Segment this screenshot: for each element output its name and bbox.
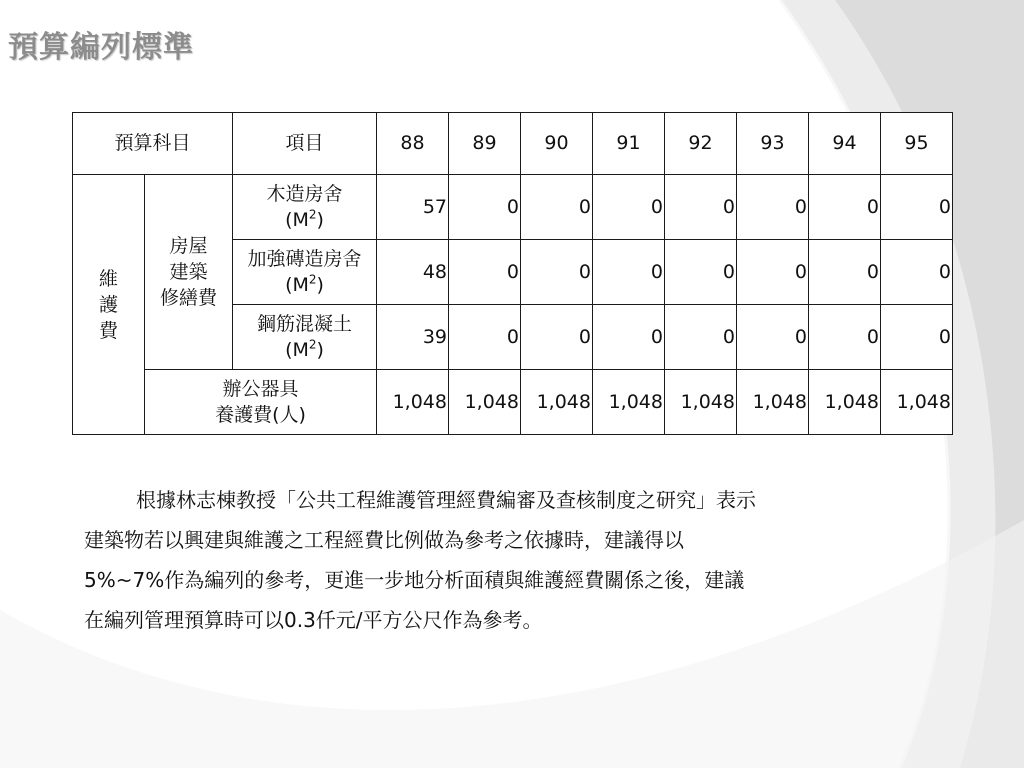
slide-title: 預算編列標準 <box>8 30 194 65</box>
value-cell: 0 <box>521 305 593 370</box>
value-cell: 1,048 <box>377 370 449 435</box>
header-year: 92 <box>665 113 737 175</box>
value-cell: 0 <box>737 305 809 370</box>
value-cell: 0 <box>449 175 521 240</box>
value-cell: 1,048 <box>593 370 665 435</box>
header-year: 93 <box>737 113 809 175</box>
value-cell: 57 <box>377 175 449 240</box>
value-cell: 0 <box>521 175 593 240</box>
table-row <box>73 175 953 240</box>
value-cell: 1,048 <box>737 370 809 435</box>
value-cell: 0 <box>665 305 737 370</box>
value-cell: 0 <box>809 240 881 305</box>
maintenance-fee-group-cell <box>73 175 145 435</box>
header-budget-subject: 預算科目 <box>73 113 233 175</box>
unit-label: $(M^2)$ <box>285 207 324 231</box>
header-year: 95 <box>881 113 953 175</box>
paragraph-line: 5%~7%作為編列的參考，更進一步地分析面積與維護經費關係之後，建議 <box>84 568 745 592</box>
table-header-row <box>73 113 953 175</box>
maintenance-fee-label: 維 護 費 <box>98 267 118 342</box>
value-cell: 0 <box>809 305 881 370</box>
budget-table <box>72 112 953 435</box>
unit-label: $(M^2)$ <box>285 337 324 361</box>
item-cell: 鋼筋混凝土 $(M^2)$ <box>233 305 377 370</box>
paragraph-line: 建築物若以興建與維護之工程經費比例做為參考之依據時，建議得以 <box>84 528 684 552</box>
value-cell: 0 <box>881 305 953 370</box>
value-cell: 0 <box>449 305 521 370</box>
header-year: 94 <box>809 113 881 175</box>
header-item: 項目 <box>233 113 377 175</box>
value-cell: 1,048 <box>449 370 521 435</box>
value-cell: 0 <box>521 240 593 305</box>
value-cell: 0 <box>881 175 953 240</box>
building-repair-group-cell <box>145 175 233 370</box>
item-cell: 加強磚造房舍 $(M^2)$ <box>233 240 377 305</box>
unit-label: $(M^2)$ <box>285 272 324 296</box>
value-cell: 1,048 <box>521 370 593 435</box>
office-equipment-cell: 辦公器具 養護費(人) <box>145 370 377 435</box>
value-cell: 0 <box>737 175 809 240</box>
building-repair-label: 房屋 建築 修繕費 <box>159 235 217 309</box>
table-row <box>73 370 953 435</box>
value-cell: 1,048 <box>881 370 953 435</box>
value-cell: 0 <box>665 175 737 240</box>
paragraph-line: 在編列管理預算時可以0.3仟元/平方公尺作為參考。 <box>84 608 543 632</box>
header-year: 89 <box>449 113 521 175</box>
value-cell: 1,048 <box>665 370 737 435</box>
value-cell: 0 <box>881 240 953 305</box>
value-cell: 0 <box>593 175 665 240</box>
value-cell: 0 <box>665 240 737 305</box>
paragraph-line: 根據林志棟教授「公共工程維護管理經費編審及查核制度之研究」表示 <box>136 488 756 512</box>
value-cell: 0 <box>737 240 809 305</box>
value-cell: 0 <box>593 305 665 370</box>
value-cell: 0 <box>449 240 521 305</box>
header-year: 88 <box>377 113 449 175</box>
header-year: 91 <box>593 113 665 175</box>
header-year: 90 <box>521 113 593 175</box>
body-paragraph <box>84 480 944 640</box>
value-cell: 48 <box>377 240 449 305</box>
value-cell: 39 <box>377 305 449 370</box>
value-cell: 0 <box>593 240 665 305</box>
value-cell: 1,048 <box>809 370 881 435</box>
item-cell: 木造房舍 $(M^2)$ <box>233 175 377 240</box>
value-cell: 0 <box>809 175 881 240</box>
